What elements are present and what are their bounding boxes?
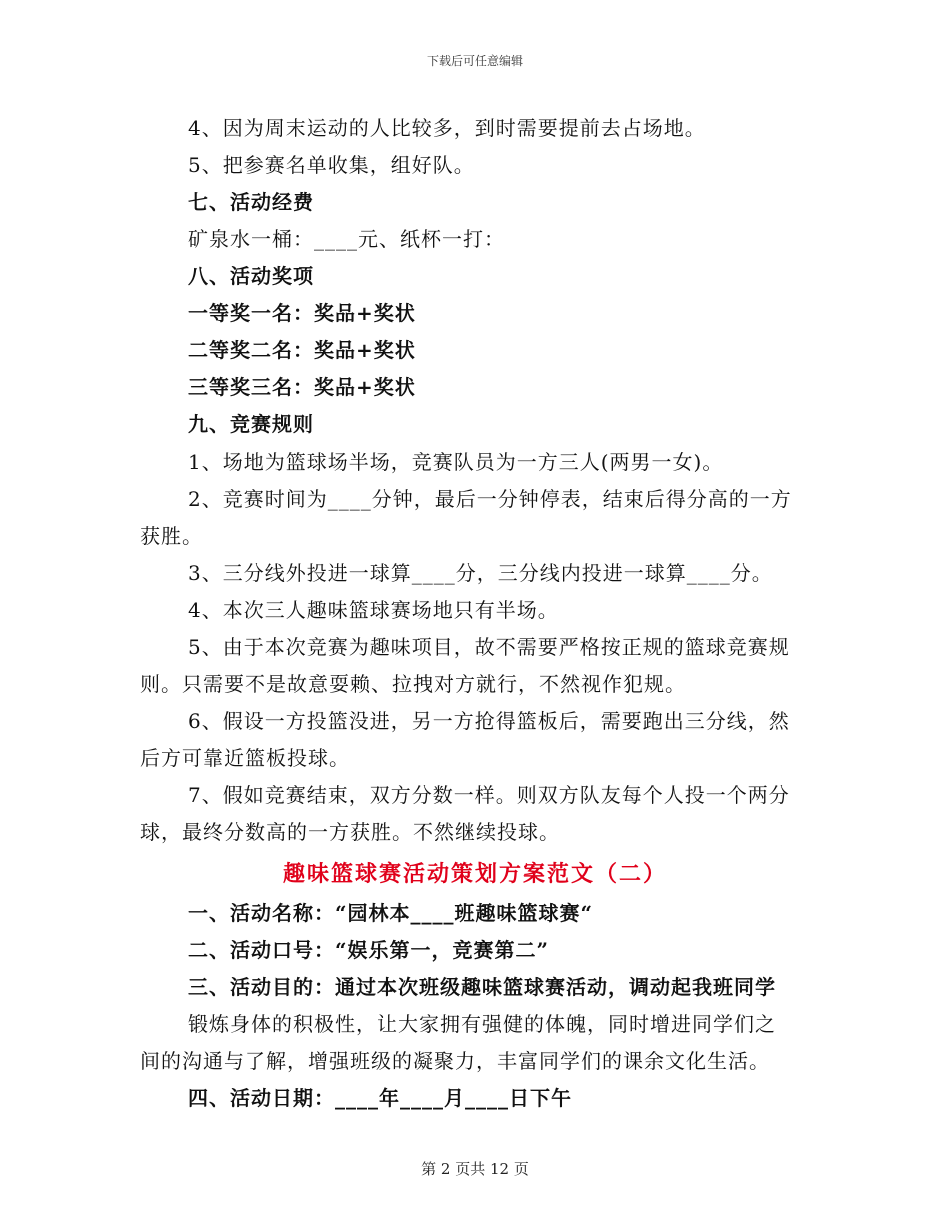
- rule-line: 2、竞赛时间为____分钟，最后一分钟停表，结束后得分高的一方: [188, 487, 792, 511]
- award-line: 三等奖三名：奖品+奖状: [188, 375, 416, 399]
- section-heading: 八、活动奖项: [188, 264, 314, 288]
- rule-line: 获胜。: [140, 524, 203, 548]
- rule-line: 7、假如竞赛结束，双方分数一样。则双方队友每个人投一个两分: [188, 783, 790, 807]
- award-line: 二等奖二名：奖品+奖状: [188, 338, 416, 362]
- rule-line: 则。只需要不是故意耍赖、拉拽对方就行，不然视作犯规。: [140, 672, 686, 696]
- section-title: 趣味篮球赛活动策划方案范文（二）: [282, 861, 667, 887]
- section-heading: 二、活动口号：“娱乐第一，竞赛第二”: [188, 938, 550, 962]
- rule-line: 4、本次三人趣味篮球赛场地只有半场。: [188, 598, 559, 622]
- section-heading: 七、活动经费: [188, 190, 314, 214]
- rule-line: 球，最终分数高的一方获胜。不然继续投球。: [140, 820, 560, 844]
- rule-line: 6、假设一方投篮没进，另一方抢得篮板后，需要跑出三分线，然: [188, 709, 790, 733]
- text-line: 矿泉水一桶：____元、纸杯一打：: [188, 227, 505, 251]
- text-line: 锻炼身体的积极性，让大家拥有强健的体魄，同时增进同学们之: [188, 1012, 776, 1036]
- text-line: 5、把参赛名单收集，组好队。: [188, 153, 475, 177]
- section-heading: 三、活动目的：通过本次班级趣味篮球赛活动，调动起我班同学: [188, 975, 776, 999]
- rule-line: 3、三分线外投进一球算____分，三分线内投进一球算____分。: [188, 561, 773, 585]
- section-heading: 四、活动日期：____年____月____日下午: [188, 1086, 572, 1110]
- rule-line: 5、由于本次竞赛为趣味项目，故不需要严格按正规的篮球竞赛规: [188, 635, 790, 659]
- rule-line: 后方可靠近篮板投球。: [140, 746, 350, 770]
- text-line: 4、因为周末运动的人比较多，到时需要提前去占场地。: [188, 116, 706, 140]
- text-line: 间的沟通与了解，增强班级的凝聚力，丰富同学们的课余文化生活。: [140, 1049, 770, 1073]
- section-heading: 九、竞赛规则: [188, 412, 314, 436]
- page-footer: 第 2 页共 12 页: [421, 1160, 529, 1178]
- award-line: 一等奖一名：奖品+奖状: [188, 301, 416, 325]
- section-heading: 一、活动名称：“园林本____班趣味篮球赛“: [188, 901, 594, 925]
- page-header: 下载后可任意编辑: [426, 54, 523, 68]
- rule-line: 1、场地为篮球场半场，竞赛队员为一方三人(两男一女)。: [188, 450, 724, 474]
